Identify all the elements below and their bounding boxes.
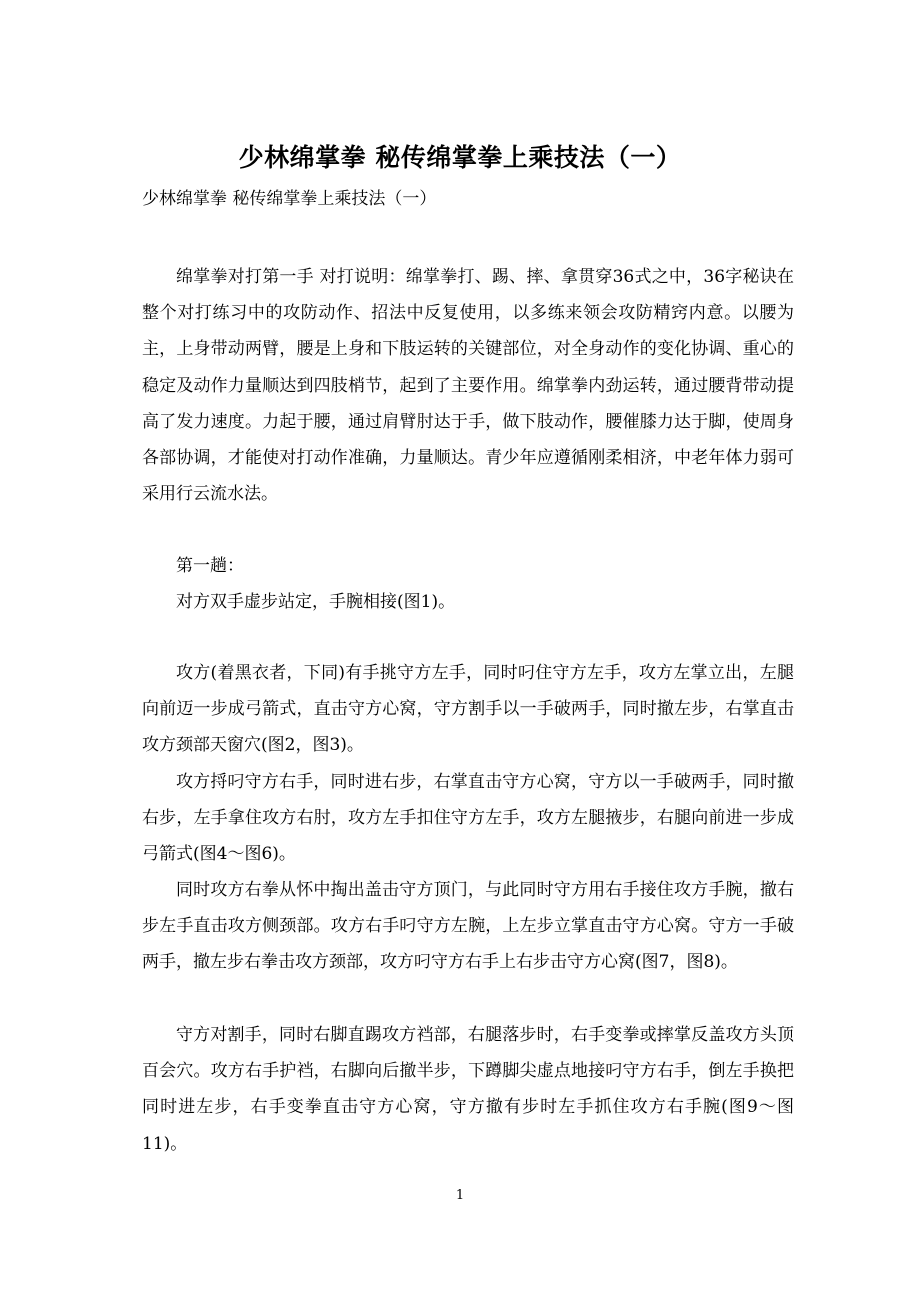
paragraph-step-3: 攻方捋叼守方右手，同时进右步，右掌直击守方心窝，守方以一手破两手，同时撤右步，左手拿住攻方右肘，攻方左手扣住守方左手，攻方左腿掖步，右腿向前进一步成弓箭式(图4～图6)。 <box>142 772 794 865</box>
paragraph-intro: 绵掌拳对打第一手 对打说明：绵掌拳打、踢、摔、拿贯穿36式之中，36字秘诀在整个对打练习中的攻防动作、招法中反复使用，以多练来领会攻防精窍内意。以腰为主，上身带动两臂，腰是上身和下肢运转的关键部位，对全身动作的变化协调、重心的稳定及动作力量顺达到四肢梢节，起到了主要作用。绵掌拳内劲运转，通过腰背带动提高了发力速度。力起于腰，通过肩臂肘达于手，做下肢动作，腰催膝力达于脚，使周身各部协调，才能使对打动作准确，力量顺达。青少年应遵循刚柔相济，中老年体力弱可采用行云流水法。 <box>142 267 794 505</box>
document-subtitle: 少林绵掌拳 秘传绵掌拳上乘技法（一） <box>142 189 437 209</box>
page-number: 1 <box>455 1188 465 1203</box>
paragraph-step-1: 对方双手虚步站定，手腕相接(图1)。 <box>176 592 456 612</box>
paragraph-step-4: 同时攻方右拳从怀中掏出盖击守方顶门，与此同时守方用右手接住攻方手腕，撤右步左手直击攻方侧颈部。攻方右手叼守方左腕，上左步立掌直击守方心窝。守方一手破两手，撤左步右拳击攻方颈部，攻方叼守方右手上右步击守方心窝(图7，图8)。 <box>142 880 794 973</box>
paragraph-step-2: 攻方(着黑衣者，下同)有手挑守方左手，同时叼住守方左手，攻方左掌立出，左腿向前迈一步成弓箭式，直击守方心窝，守方割手以一手破两手，同时撤左步，右掌直击攻方颈部天窗穴(图2，图3)。 <box>142 663 794 756</box>
paragraph-step-5: 守方对割手，同时右脚直踢攻方裆部，右腿落步时，右手变拳或摔掌反盖攻方头顶百会穴。攻方右手护裆，右脚向后撤半步，下蹲脚尖虚点地接叼守方右手，倒左手换把同时进左步，右手变拳直击守方心窝，守方撤有步时左手抓住攻方右手腕(图9～图11)。 <box>142 1025 794 1154</box>
paragraph-section-heading: 第一趟： <box>176 556 244 576</box>
document-title: 少林绵掌拳 秘传绵掌拳上乘技法（一） <box>238 143 682 172</box>
